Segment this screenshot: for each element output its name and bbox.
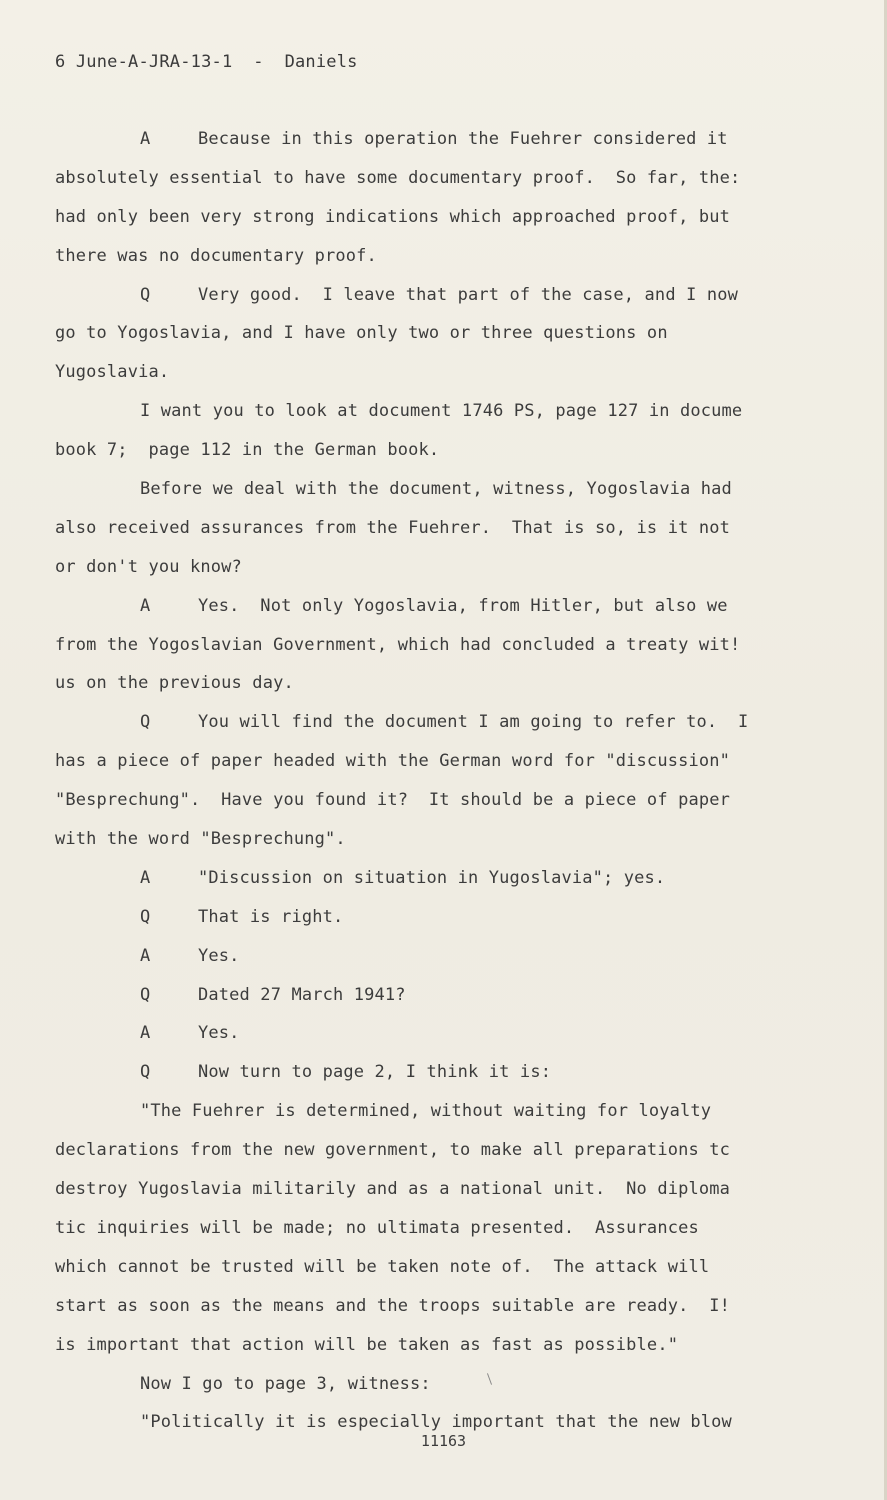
transcript-line: Now I go to page 3, witness: — [140, 1373, 431, 1394]
line-text: Very good. I leave that part of the case, and I now — [198, 284, 739, 305]
page-header: 6 June-A-JRA-13-1 - Daniels — [55, 52, 358, 72]
transcript-line: is important that action will be taken as fast as possible." — [55, 1334, 679, 1355]
transcript-line: tic inquiries will be made; no ultimata presented. Assurances — [55, 1217, 699, 1238]
line-text: That is right. — [198, 906, 344, 927]
transcript-line: "Besprechung". Have you found it? It should be a piece of paper — [55, 790, 731, 811]
line-text: Yes. Not only Yogoslavia, from Hitler, but also we — [198, 595, 728, 616]
page-number: 11163 — [420, 1432, 467, 1450]
line-text: Because in this operation the Fuehrer considered it — [198, 129, 728, 149]
line-text: Now turn to page 2, I think it is: — [198, 1062, 552, 1083]
transcript-line: Before we deal with the document, witness, Yogoslavia had — [140, 479, 732, 500]
transcript-line: or don't you know? — [55, 556, 242, 577]
line-text: "Discussion on situation in Yugoslavia"; yes. — [198, 867, 666, 888]
transcript-line: has a piece of paper headed with the German word for "discussion" — [55, 751, 731, 772]
transcript-line: I want you to look at document 1746 PS, page 127 in docume — [140, 401, 743, 422]
speaker-label: A — [140, 1023, 151, 1044]
transcript-body — [55, 120, 855, 1442]
transcript-line: had only been very strong indications which approached proof, but — [55, 206, 731, 227]
line-text: Dated 27 March 1941? — [198, 984, 406, 1005]
speaker-label: A — [140, 595, 151, 616]
transcript-line: destroy Yugoslavia militarily and as a national unit. No diploma — [55, 1179, 731, 1200]
testimony-line — [55, 276, 855, 315]
testimony-line — [55, 1053, 855, 1092]
transcript-line: book 7; page 112 in the German book. — [55, 440, 440, 461]
speaker-label: Q — [140, 906, 151, 927]
testimony-line — [55, 703, 855, 742]
speaker-label: Q — [140, 1062, 151, 1083]
line-text: You will find the document I am going to refer to. I — [198, 712, 749, 733]
testimony-line — [55, 859, 855, 898]
transcript-line: go to Yogoslavia, and I have only two or three questions on — [55, 323, 668, 344]
testimony-line — [55, 1014, 855, 1053]
transcript-line: start as soon as the means and the troops suitable are ready. I! — [55, 1295, 731, 1316]
speaker-label: A — [140, 129, 151, 149]
line-text: Yes. — [198, 945, 240, 966]
transcript-line: with the word "Besprechung". — [55, 829, 346, 850]
transcript-line: also received assurances from the Fuehrer. That is so, is it not — [55, 517, 731, 538]
speaker-label: Q — [140, 712, 151, 733]
transcript-line: from the Yogoslavian Government, which had concluded a treaty wit! — [55, 634, 741, 655]
testimony-line — [55, 898, 855, 937]
speaker-label: Q — [140, 984, 151, 1005]
transcript-line: declarations from the new government, to make all preparations tc — [55, 1140, 731, 1161]
testimony-line — [55, 120, 855, 159]
transcript-line: there was no documentary proof. — [55, 245, 377, 266]
testimony-line — [55, 937, 855, 976]
line-text: Yes. — [198, 1023, 240, 1044]
transcript-line: Yugoslavia. — [55, 362, 170, 383]
speaker-label: A — [140, 867, 151, 888]
transcript-line: absolutely essential to have some documentary proof. So far, the: — [55, 167, 741, 188]
speaker-label: A — [140, 945, 151, 966]
testimony-line — [55, 976, 855, 1015]
transcript-line: us on the previous day. — [55, 673, 294, 694]
transcript-line: which cannot be trusted will be taken note of. The attack will — [55, 1256, 710, 1277]
transcript-line: "Politically it is especially important that the new blow — [140, 1412, 732, 1433]
speaker-label: Q — [140, 284, 151, 305]
testimony-line — [55, 587, 855, 626]
transcript-line: "The Fuehrer is determined, without waiting for loyalty — [140, 1101, 712, 1122]
